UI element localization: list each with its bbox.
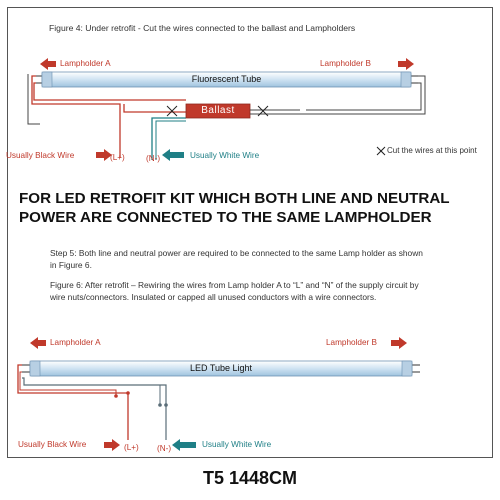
fig6-tube-label: LED Tube Light (189, 363, 253, 373)
fig4-cut-mark-1 (167, 106, 177, 116)
step5-text: Step 5: Both line and neutral power are required to be connected to the same Lamp holder as shown in Figure 6. (50, 248, 423, 270)
fig4-lampholder-b-arrow (398, 58, 414, 70)
fig6-red-junction-2 (126, 391, 130, 395)
fig4-lampholder-b-label: Lampholder B (320, 59, 371, 68)
heading-line-2: POWER ARE CONNECTED TO THE SAME LAMPHOLDER (19, 209, 432, 226)
fig4-cut-note: Cut the wires at this point (387, 146, 477, 155)
fig4-red-wire-3 (124, 104, 186, 112)
fig4-ballast-label: Ballast (201, 105, 235, 116)
fig6-black-wire-arrow (104, 439, 120, 451)
fig4-caption: Figure 4: Under retrofit - Cut the wires connected to the ballast and Lampholders (49, 23, 356, 33)
fig4-black-wire-label: Usually Black Wire (6, 151, 75, 160)
fig6-neutral-label: (N-) (157, 444, 172, 453)
fig6-pins-right (412, 365, 420, 372)
fig6-lampholder-b-arrow (391, 337, 407, 349)
fig6-text: Figure 6: After retrofit – Rewiring the wires from Lamp holder A to “L” and “N” of the supply circuit by wire nuts/connectors. Insulated or capped all unused conductors with a wire connectors. (50, 280, 419, 302)
fig6-white-wire-arrow (172, 439, 196, 451)
fig6-lampholder-b-label: Lampholder B (326, 338, 377, 347)
fig6-gray-junction (158, 403, 162, 407)
fig4-cut-mark-legend (377, 147, 385, 155)
fig6-black-wire-label: Usually Black Wire (18, 440, 87, 449)
fig4-white-wire-arrow (162, 149, 184, 161)
fig6-white-wire-label: Usually White Wire (202, 440, 272, 449)
fig4-neutral-label: (N-) (146, 154, 161, 163)
fig4-white-wire-label: Usually White Wire (190, 151, 260, 160)
fig6-gray-wire (22, 378, 166, 440)
fig6-lampholder-a-label: Lampholder A (50, 338, 101, 347)
fig4-tube-label: Fluorescent Tube (191, 74, 262, 84)
fig6-pins-left (22, 365, 30, 372)
fig4-ballast-wire-right (250, 110, 300, 114)
fig4-pins-right (411, 76, 418, 83)
fig6-lampholder-a-arrow (30, 337, 46, 349)
fig6-live-label: (L+) (124, 443, 139, 452)
fig6-red-junction (114, 394, 118, 398)
fig4-lampholder-a-label: Lampholder A (60, 59, 111, 68)
fig6-gray-junction-2 (164, 403, 168, 407)
fig4-live-label: (L+) (110, 153, 125, 162)
product-title: T5 1448CM (202, 468, 298, 488)
fig4-lampholder-a-arrow (40, 58, 56, 70)
heading-line-1: FOR LED RETROFIT KIT WHICH BOTH LINE AND NEUTRAL (19, 190, 450, 207)
fig4-red-wire-1 (32, 76, 120, 158)
